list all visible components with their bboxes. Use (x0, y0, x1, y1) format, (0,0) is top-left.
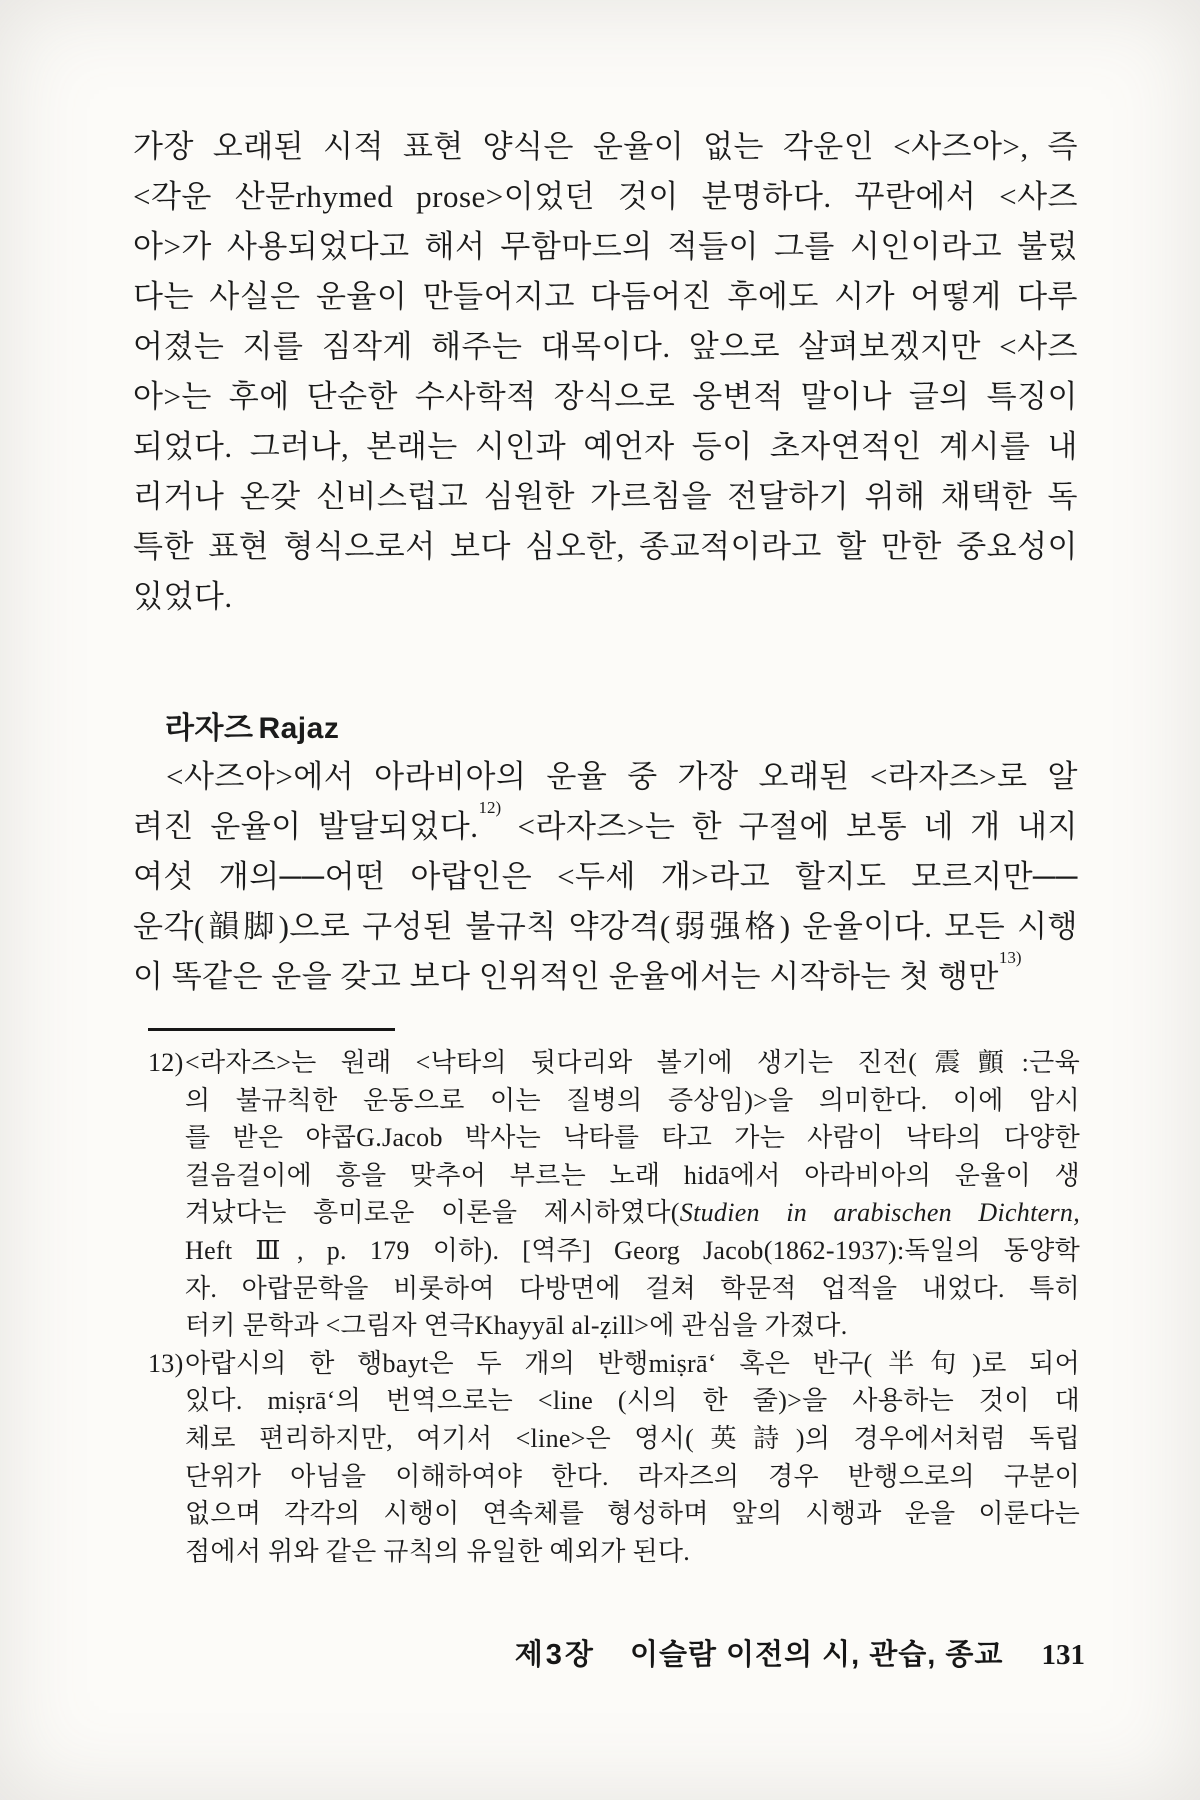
body-line: 가장 오래된 시적 표현 양식은 운율이 없는 각운인 <사즈아>, 즉 (133, 129, 1078, 164)
footnote-line (148, 1044, 1080, 1082)
footnotes-section (148, 1044, 1080, 1570)
footnote-ref-12: 12) (478, 797, 502, 817)
footnote-line: 의 불규칙한 운동으로 이는 질병의 증상임)>을 의미한다. 이에 암시 (185, 1085, 1080, 1115)
body-line: 운각(韻脚)으로 구성된 불규칙 약강격(弱强格) 운율이다. 모든 시행 (133, 909, 1078, 944)
footnote-line: 걸음걸이에 흥을 맞추어 부르는 노래 hidā에서 아라비아의 운율이 생 (185, 1160, 1080, 1190)
body-line: 특한 표현 형식으로서 보다 심오한, 종교적이라고 할 만한 중요성이 (133, 529, 1078, 564)
footnote-line: 자. 아랍문학을 비롯하여 다방면에 걸쳐 학문적 업적을 내었다. 특히 (185, 1273, 1080, 1303)
body-line: 다는 사실은 운율이 만들어지고 다듬어진 후에도 시가 어떻게 다루 (133, 279, 1078, 314)
body-line: 되었다. 그러나, 본래는 시인과 예언자 등이 초자연적인 계시를 내 (133, 429, 1078, 464)
footnote-marker: 13) (148, 1348, 184, 1378)
footnote-line: 단위가 아님을 이해하여야 한다. 라자즈의 경우 반행으로의 구분이 (185, 1461, 1080, 1491)
body-line: 여섯 개의──어떤 아랍인은 <두세 개>라고 할지도 모르지만── (133, 859, 1078, 894)
body-line (133, 797, 1078, 852)
footer-page-number: 131 (1041, 1639, 1085, 1671)
body-paragraph-sajа (133, 122, 1078, 622)
section-heading-rajaz (165, 703, 339, 747)
footer-chapter-title: 이슬람 이전의 시, 관습, 종교 (629, 1639, 1004, 1671)
footnote-book-title: Studien in arabischen Dichtern, (679, 1198, 1080, 1228)
footnote-line: 터키 문학과 <그림자 연극Khayyāl al-ẓill>에 관심을 가졌다. (185, 1311, 848, 1341)
footnote-text: 아랍시의 한 행bayt은 두 개의 반행miṣrā‘ 혹은 반구(半句)로 되어 (185, 1348, 1080, 1378)
footnote-line: 없으며 각각의 시행이 연속체를 형성하며 앞의 시행과 운을 이룬다는 (185, 1499, 1080, 1529)
footnote-text: 겨났다는 흥미로운 이론을 제시하였다( (185, 1198, 680, 1228)
body-line: 아>는 후에 단순한 수사학적 장식으로 웅변적 말이나 글의 특징이 (133, 379, 1078, 414)
body-line-text: <라자즈>는 한 구절에 보통 네 개 내지 (501, 809, 1078, 844)
footnote-line (148, 1345, 1080, 1383)
footnote-13 (148, 1345, 1080, 1571)
footnote-text: <라자즈>는 원래 <낙타의 뒷다리와 볼기에 생기는 진전(震顫:근육 (185, 1048, 1080, 1077)
footnote-marker: 12) (148, 1048, 184, 1077)
body-line: <사즈아>에서 아라비아의 운율 중 가장 오래된 <라자즈>로 알 (166, 759, 1078, 794)
footnote-line: 체로 편리하지만, 여기서 <line>은 영시(英詩)의 경우에서처럼 독립 (185, 1423, 1080, 1453)
body-line: 있었다. (133, 579, 233, 614)
footnote-ref-13: 13) (998, 947, 1022, 967)
body-paragraph-rajaz (133, 752, 1078, 1002)
body-line: 리거나 온갖 신비스럽고 심원한 가르침을 전달하기 위해 채택한 독 (133, 479, 1078, 514)
body-line-text: 려진 운율이 발달되었다. (133, 809, 479, 844)
footnote-12 (148, 1044, 1080, 1345)
footnote-line: 를 받은 야콥G.Jacob 박사는 낙타를 타고 가는 사람이 낙타의 다양한 (185, 1123, 1080, 1153)
body-line: 어졌는 지를 짐작게 해주는 대목이다. 앞으로 살펴보겠지만 <사즈 (133, 329, 1078, 364)
footnote-line: 점에서 위와 같은 규칙의 유일한 예외가 된다. (185, 1536, 691, 1566)
body-line: 아>가 사용되었다고 해서 무함마드의 적들이 그를 시인이라고 불렀 (133, 229, 1078, 264)
footer-chapter-label: 제3장 (514, 1639, 596, 1671)
footnote-line (148, 1194, 1080, 1232)
page-footer (133, 1632, 1085, 1673)
footnote-line: Heft Ⅲ, p. 179 이하). [역주] Georg Jacob(1862-1937):독일의 동양학 (185, 1235, 1080, 1265)
body-line-text: 이 똑같은 운을 갖고 보다 인위적인 운율에서는 시작하는 첫 행만 (133, 959, 999, 994)
footnote-divider (148, 1028, 395, 1031)
body-line (133, 947, 1078, 1002)
footnote-line: 있다. miṣrā‘의 번역으로는 <line (시의 한 줄)>을 사용하는 것이 대 (185, 1386, 1080, 1416)
body-line: <각운 산문rhymed prose>이었던 것이 분명하다. 꾸란에서 <사즈 (133, 179, 1078, 214)
section-title-korean: 라자즈 (165, 712, 254, 745)
section-title-roman: Rajaz (258, 712, 340, 745)
